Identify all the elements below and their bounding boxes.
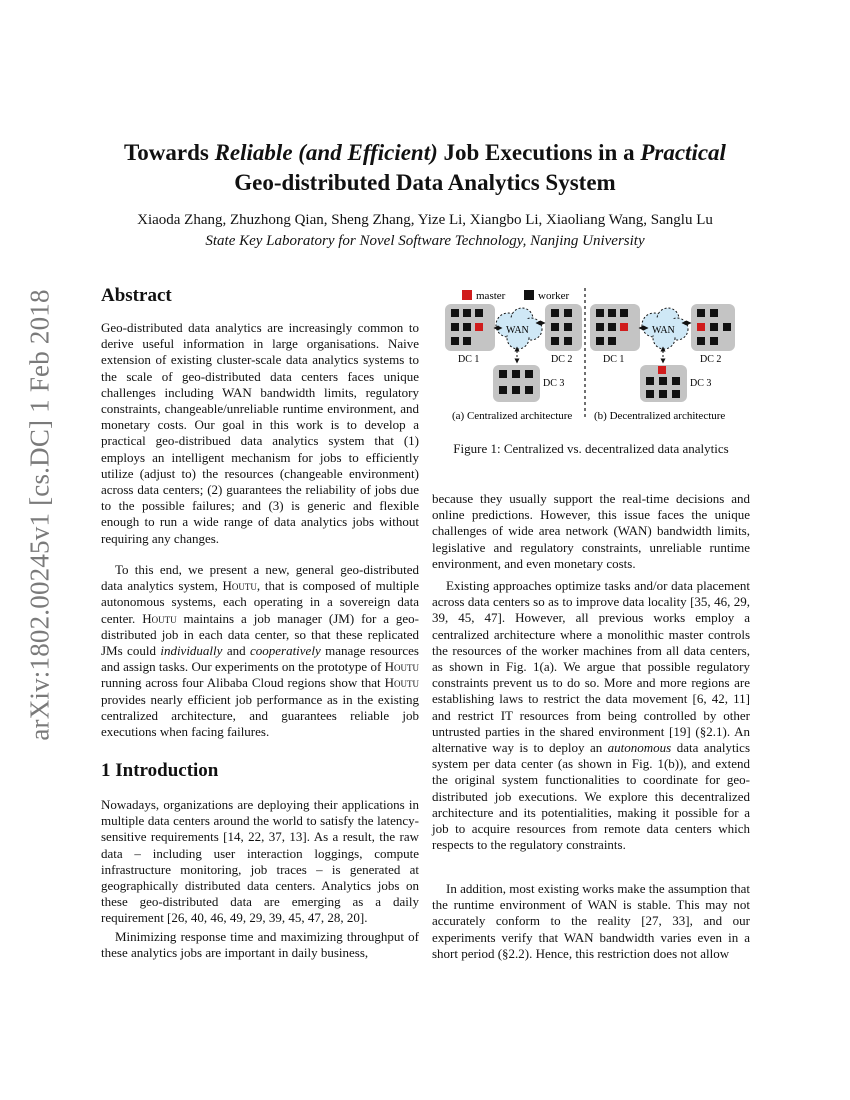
legend-worker-label: worker — [538, 290, 570, 302]
affiliation: State Key Laboratory for Novel Software Technology, Nanjing University — [205, 233, 645, 249]
arxiv-id: arXiv:1802.00245v1 [cs.DC] 1 Feb 2018 — [24, 289, 55, 741]
wan-label-b: WAN — [652, 325, 675, 336]
arxiv-sidebar-stamp — [22, 280, 58, 750]
dc2-label-b: DC 2 — [700, 354, 722, 365]
right-paragraph-3: In addition, most existing works make the assumption that the runtime environment of WAN is stable. This may not accurately conform to the reality [27, 33], and our experiments verify that WAN bandwidth varies even in a short period (§2.2). Hence, this restriction does not allow — [432, 881, 750, 961]
introduction-paragraph-2: Minimizing response time and maximizing throughput of these analytics jobs are important in daily business, — [101, 929, 419, 961]
dc1-label-b: DC 1 — [603, 354, 625, 365]
dc3-label: DC 3 — [543, 378, 565, 389]
dc2-label: DC 2 — [551, 354, 573, 365]
subcaption-b: (b) Decentralized architecture — [594, 410, 726, 422]
introduction-paragraph-1: Nowadays, organizations are deploying their applications in multiple data centers around the world to satisfy the latency-sensitive requirements [14, 22, 37, 13]. As a result, the raw data – including user interaction loggings, compute infrastructure monitoring, job traces – is generated at geographically distributed data centers. Analytics jobs on these geo-distributed data are emerging as a daily requirement [26, 40, 46, 49, 29, 39, 45, 47, 28, 20]. — [101, 797, 419, 926]
abstract-paragraph-2: To this end, we present a new, general geo-distributed data analytics system, Houtu, that is composed of multiple autonomous systems, each operating in a sovereign data center. Houtu maintains a job manager (JM) for a geo-distributed job in each data center, so that these replicated JMs could individually and cooperatively manage resources and assign tasks. Our experiments on the prototype of Houtu running across four Alibaba Cloud regions show that Houtu provides nearly efficient job performance as in the existing centralized architecture, and guarantees reliable job executions when facing failures. — [101, 562, 419, 740]
wan-label-a: WAN — [506, 325, 529, 336]
legend-master-label: master — [476, 290, 506, 302]
dc3-label-b: DC 3 — [690, 378, 712, 389]
subcaption-a: (a) Centralized architecture — [452, 410, 573, 422]
panel-a-centralized — [445, 304, 582, 422]
panel-b-decentralized — [590, 304, 735, 422]
introduction-heading: 1 Introduction — [101, 760, 219, 781]
right-paragraph-2: Existing approaches optimize tasks and/or data placement across data centers so as to improve data locality [35, 46, 29, 39, 45, 47]. However, all previous works employ a centralized architecture where a monolithic master controls the resources of the worker machines from all data centers, as shown in Fig. 1(a). We argue that possible regulatory constraints prevent us to do so. More and more regions are establishing laws to restrict the data movement [6, 42, 11] and restrict IT resources from being controlled by other untrusted parties in the shared environment [19] (§2.1). An alternative way is to deploy an autonomous data analytics system per data center (as shown in Fig. 1(b)), and extend the original system functionalities to coordinate for geo-distributed job executions. We explore this decentralized architecture and its potentialities, making it possible for a job to acquire resources from remote data centers which respects to the regulatory constraints. — [432, 578, 750, 853]
paper-title-line-1: Towards Reliable (and Efficient) Job Executions in a Practical — [124, 140, 726, 165]
abstract-heading: Abstract — [101, 285, 172, 306]
dc2-box — [545, 304, 582, 351]
legend-worker-swatch — [524, 290, 534, 300]
dc1-label: DC 1 — [458, 354, 480, 365]
right-paragraph-1: because they usually support the real-time decisions and online predictions. However, this issue faces the unique challenges of wide area network (WAN) bandwidth limits, legislative and regulatory constraints, unreliable runtime environment, and even monetary costs. — [432, 491, 750, 571]
figure-1-architecture-diagram — [438, 283, 748, 425]
legend-master-swatch — [462, 290, 472, 300]
figure-1-caption: Figure 1: Centralized vs. decentralized data analytics — [453, 441, 729, 456]
abstract-paragraph-1: Geo-distributed data analytics are increasingly common to derive useful information in large organisations. Naive extension of existing cluster-scale data analytics systems to the scale of geo-distributed data centers faces unique challenges including WAN bandwidth limits, regulatory constraints, changeable/unreliable runtime environment, and monetary costs. Our goal in this work is to develop a practical geo-distribued data analytics system that (1) employs an intelligent mechanism for jobs to efficiently utilize (adjust to) the resources (changeable environment) across data centers; (2) guarantees the reliability of jobs due to the possible failures; and (3) is generic and flexible enough to run a wide range of data analytics jobs without requiring any changes. — [101, 320, 419, 546]
author-list: Xiaoda Zhang, Zhuzhong Qian, Sheng Zhang, Yize Li, Xiangbo Li, Xiaoliang Wang, Sanglu Lu — [137, 212, 713, 228]
paper-title-line-2: Geo-distributed Data Analytics System — [234, 170, 616, 195]
